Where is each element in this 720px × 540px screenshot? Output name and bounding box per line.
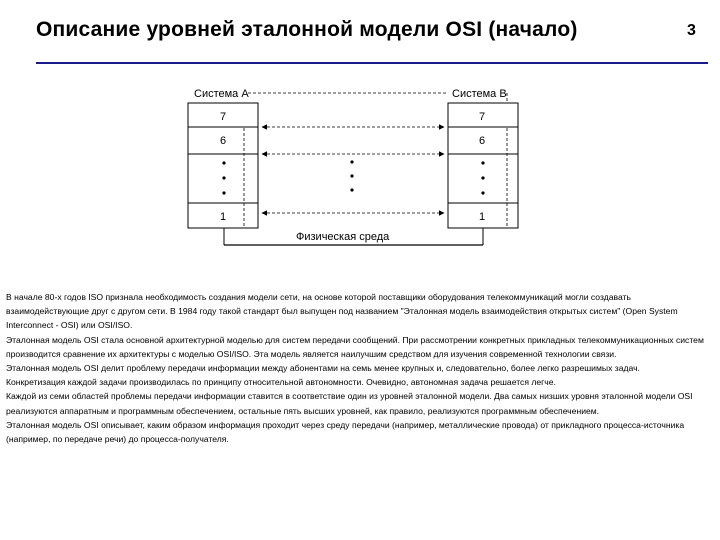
system-a-label: Система А [194,88,249,100]
slide-title: Описание уровней эталонной модели OSI (начало) [36,18,578,41]
paragraph: Эталонная модель OSI описывает, каким образом информация проходит через среду передачи (например, металлические провода) от прикладного процесса-источника (например, по передаче речи) до процесса-получателя. [6,419,685,445]
ellipsis-dot [350,174,353,177]
paragraph: Эталонная модель OSI стала основной архитектурной моделью для систем передачи сообщений. При рассмотрении конкретных прикладных телекоммуникационных систем производится сравнение их архитектуры с моделью OSI/ISO. Эта модель является наилучшим средством для изучения современной технологии связи. [6,334,704,359]
system-b-layer-1: 1 [479,211,486,223]
ellipsis-dot [481,191,484,194]
ellipsis-dot [350,188,353,191]
system-a-layer-1: 1 [220,211,227,223]
paragraph: Каждой из семи областей проблемы передачи информации ставится в соответствие один из уровней эталонной модели. Два самых низших уровня эталонной модели OSI реализуются аппаратным и программным обеспечением, остальные пять высших уровней, как правило, реализуются программным обеспечением. [6,391,693,416]
system-b-layer-7: 7 [479,111,486,123]
osi-diagram [180,80,525,265]
ellipsis-dot [222,176,225,179]
paragraph: В начале 80-х годов ISO признала необходимость создания модели сети, на основе которой поставщики оборудования телекоммуникаций могли создавать взаимодействующие друг с другом сети. В 1984 году такой стандарт был выпущен под названием "Эталонная модель взаимодействия открытых систем" (Open System Interconnect - OSI) или OSI/ISO. [6,292,678,331]
paragraph: Эталонная модель OSI делит проблему передачи информации между абонентами на семь менее крупных и, следовательно, более легко разрешимых задач. [6,363,640,374]
system-b-layer-6: 6 [479,135,486,147]
title-divider [36,62,708,64]
ellipsis-dot [222,161,225,164]
ellipsis-dot [481,161,484,164]
ellipsis-dot [222,191,225,194]
system-a-layer-7: 7 [220,111,227,123]
system-b-label: Система В [452,88,507,100]
system-a-stack [188,103,258,228]
ellipsis-dot [350,160,353,163]
ellipsis-dot [481,176,484,179]
body-text [6,290,714,446]
system-b-stack [448,103,518,228]
paragraph: Конкретизация каждой задачи производилась по принципу относительной автономности. Очевидно, автономная задача решается легче. [6,377,556,388]
slide-number: 3 [687,22,696,39]
system-a-layer-6: 6 [220,135,227,147]
physical-medium-label: Физическая среда [296,231,390,243]
